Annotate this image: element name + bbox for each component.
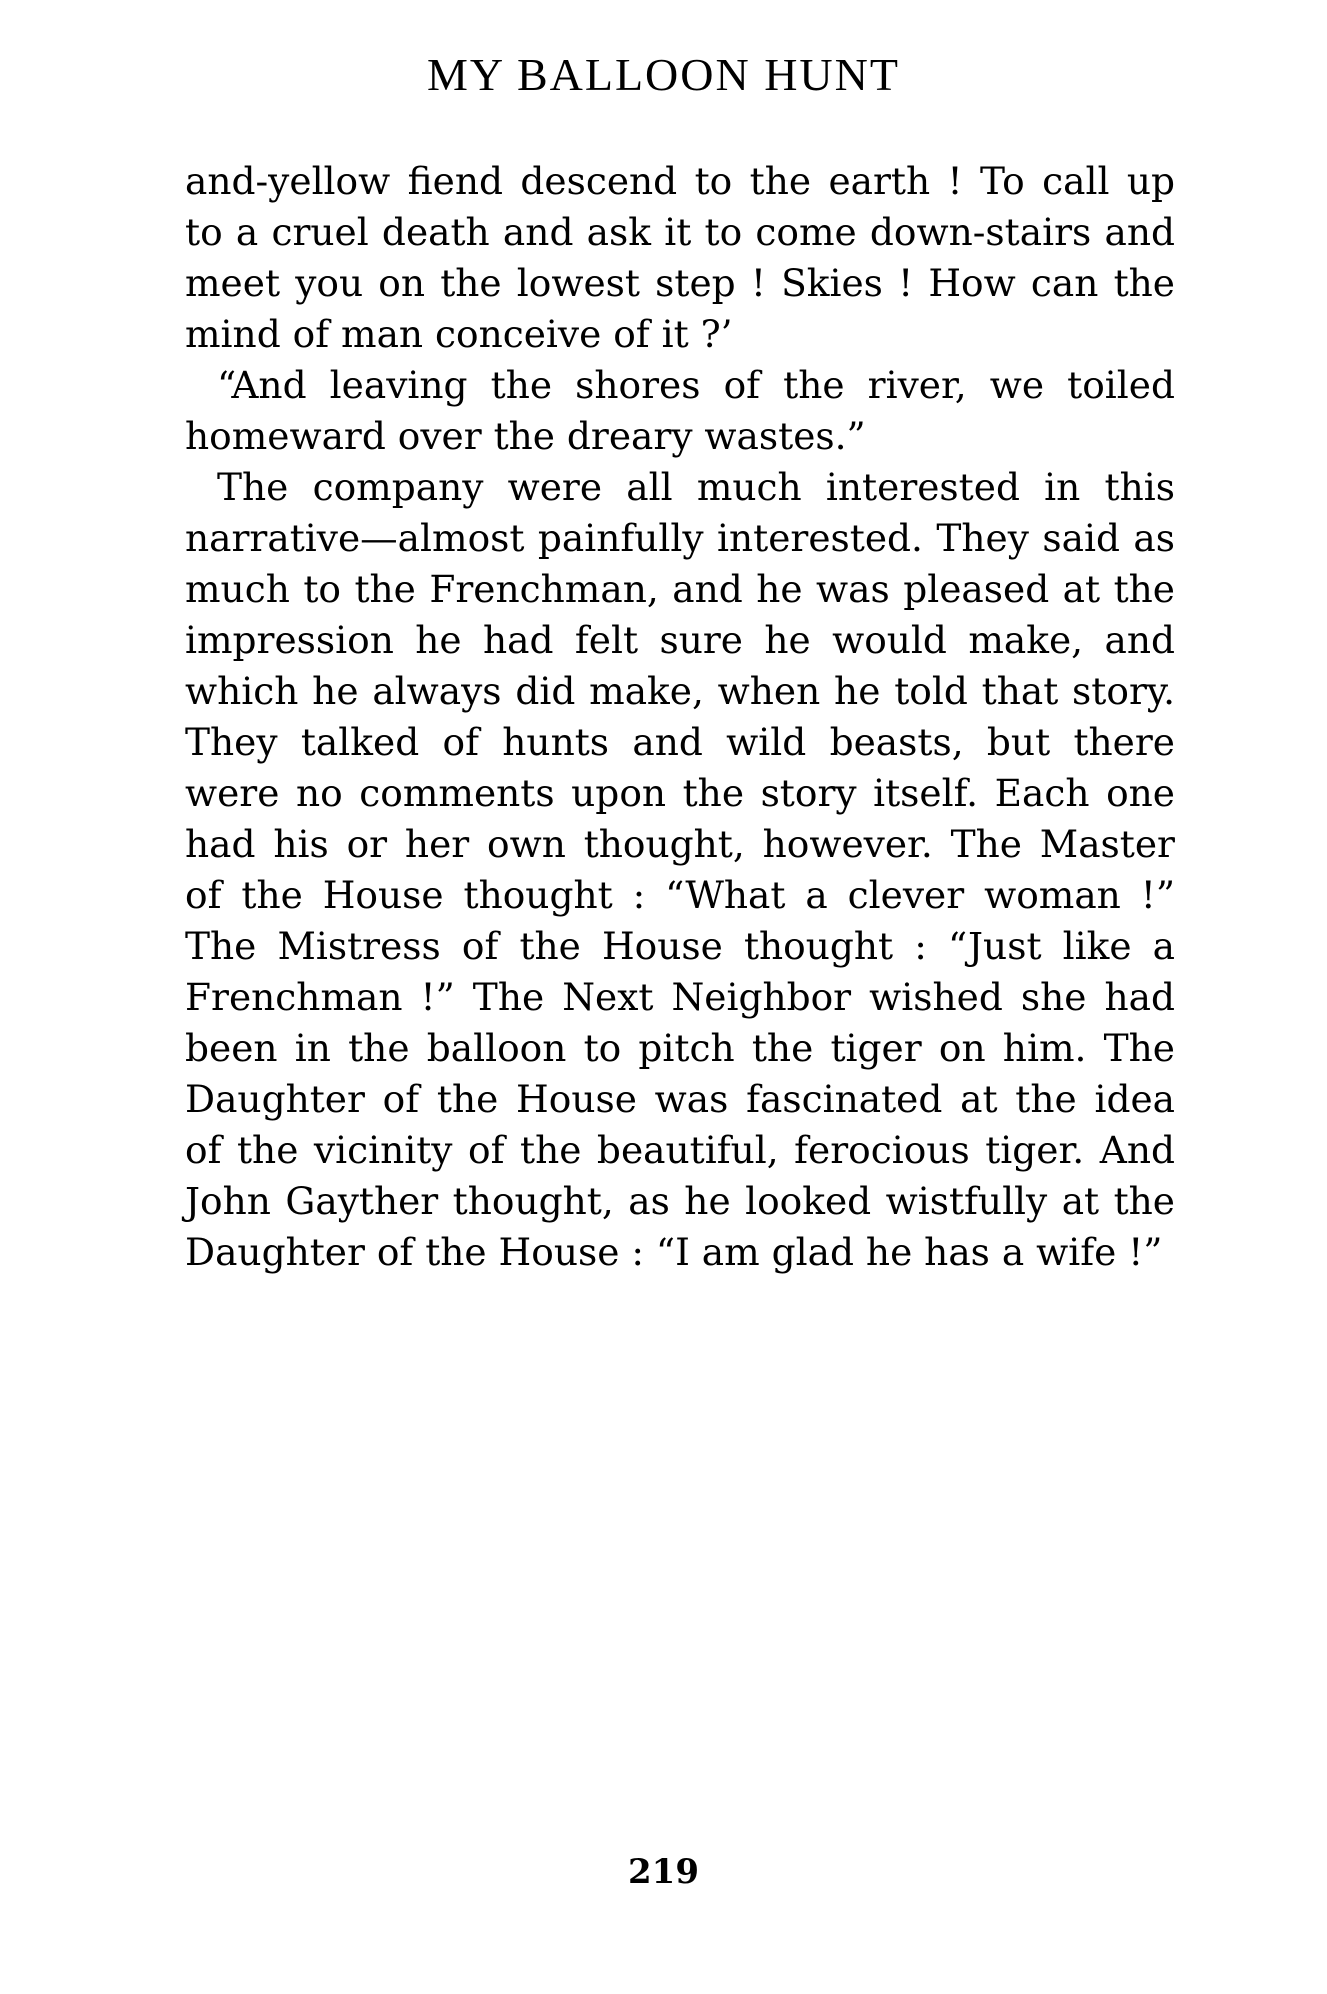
paragraph-continued: and-yellow fiend descend to the earth ! To call up to a cruel death and ask it to come down-stairs and meet you on the lowest step ! Skies ! How can the mind of man conceive of it ?’ [185, 159, 1175, 356]
body-text [185, 156, 1175, 1278]
paragraph: The company were all much interested in this narrative—almost painfully interested. They said as much to the Frenchman, and he was pleased at the impression he had felt sure he would make, and which he always did make, when he told that story. They talked of hunts and wild beasts, but there were no comments upon the story itself. Each one had his or her own thought, however. The Master of the House thought : “What a clever woman !” The Mistress of the House thought : “Just like a Frenchman !” The Next Neighbor wished she had been in the balloon to pitch the tiger on him. The Daughter of the House was fascinated at the idea of the vicinity of the beautiful, ferocious tiger. And John Gayther thought, as he looked wistfully at the Daughter of the House : “I am glad he has a wife !” [185, 465, 1175, 1274]
running-head: MY BALLOON HUNT [427, 49, 900, 100]
page-number: 219 [628, 1852, 699, 1892]
paragraph: “And leaving the shores of the river, we toiled homeward over the dreary wastes.” [185, 363, 1175, 458]
